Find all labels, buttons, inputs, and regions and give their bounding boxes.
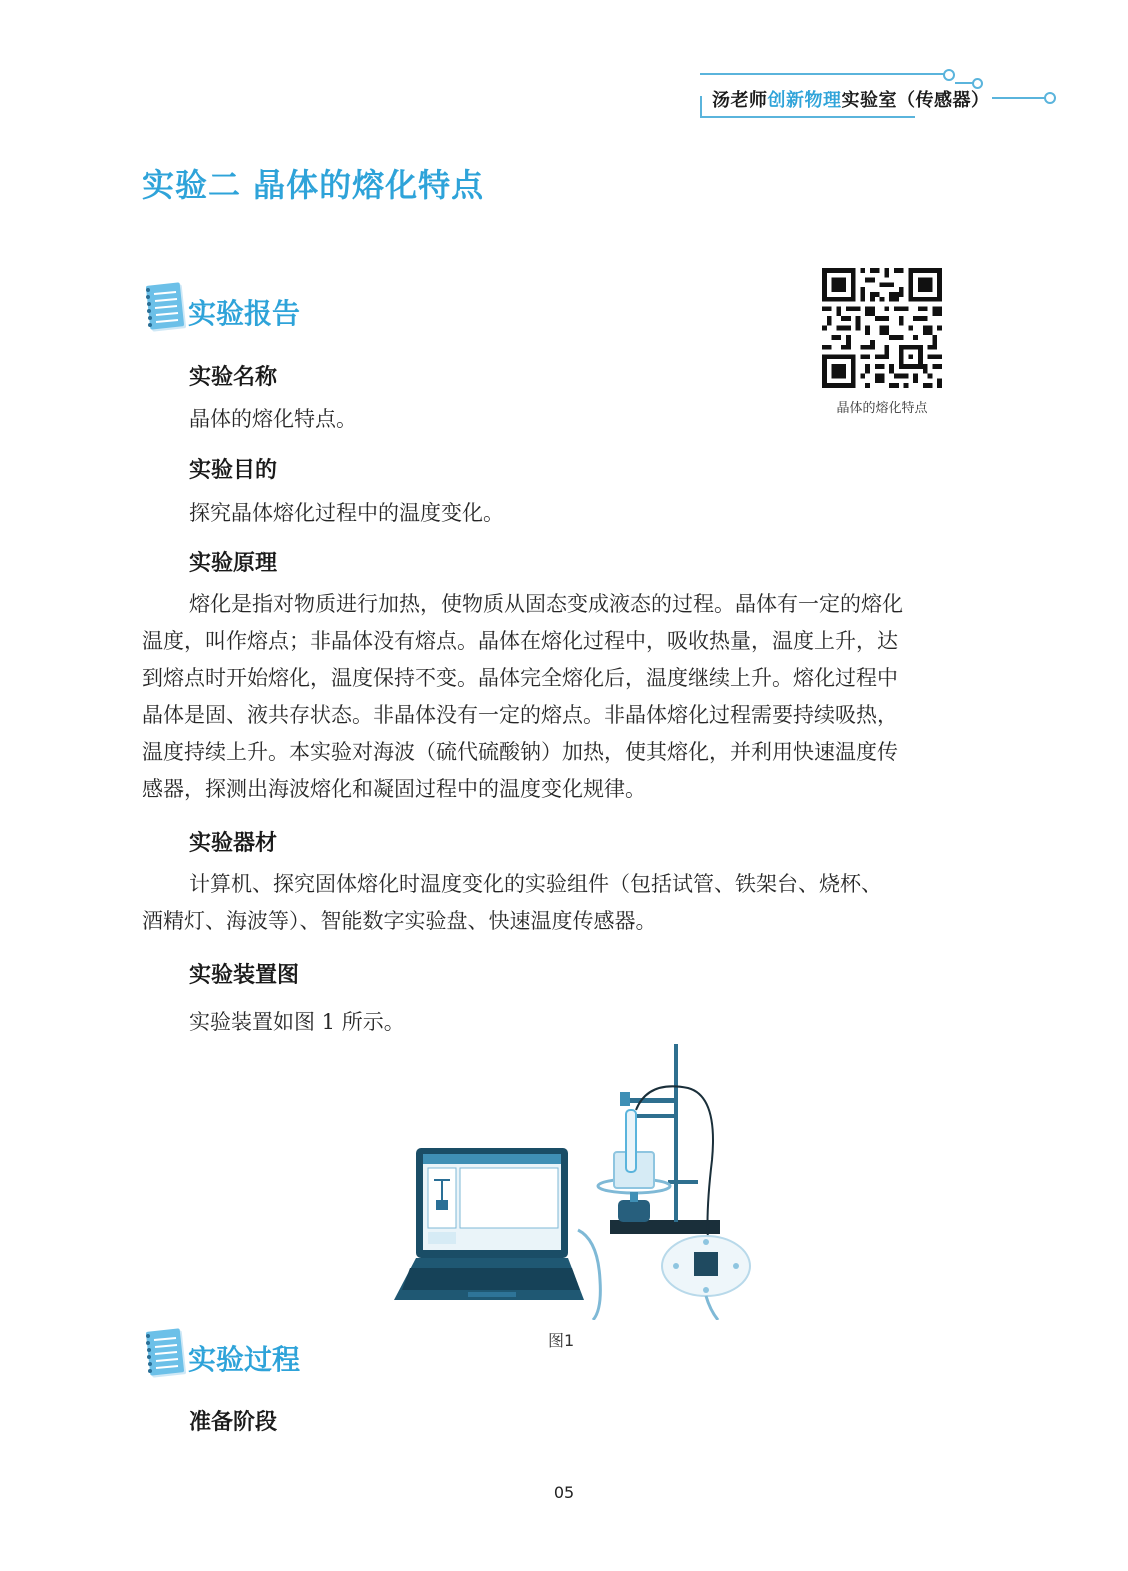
heading-principle: 实验原理 [189,550,278,576]
section-title-process: 实验过程 [188,1343,301,1376]
principle-line: 温度持续上升。本实验对海波（硫代硫酸钠）加热，使其熔化，并利用快速温度传 [142,740,898,764]
heading-name: 实验名称 [189,364,278,390]
header-decoration-line [700,116,915,118]
heading-purpose: 实验目的 [189,457,278,483]
equipment-line: 酒精灯、海波等）、智能数字实验盘、快速温度传感器。 [142,909,657,933]
heading-prep: 准备阶段 [189,1409,278,1435]
name-text: 晶体的熔化特点。 [189,407,357,431]
header-title-accent: 创新物理 [767,90,842,111]
chapter-title: 实验二 晶体的熔化特点 [142,166,485,204]
principle-line: 晶体是固、液共存状态。非晶体没有一定的熔点。非晶体熔化过程需要持续吸热， [142,703,898,727]
page-number: 05 [553,1483,575,1502]
heading-apparatus: 实验装置图 [189,962,300,988]
apparatus-text: 实验装置如图 1 所示。 [189,1010,405,1034]
header-title-post: 实验室（传感器） [841,90,990,111]
section-title-report: 实验报告 [188,297,301,330]
principle-line: 感器，探测出海波熔化和凝固过程中的温度变化规律。 [142,777,646,801]
running-header [712,86,990,112]
principle-line: 熔化是指对物质进行加热，使物质从固态变成液态的过程。晶体有一定的熔化 [189,592,903,616]
principle-line: 到熔点时开始熔化，温度保持不变。晶体完全熔化后，温度继续上升。熔化过程中 [142,666,898,690]
header-decoration-line [955,82,973,84]
heading-equipment: 实验器材 [189,830,278,856]
laptop-illustration [394,1148,584,1300]
figure-caption: 图1 [548,1331,575,1350]
notebook-icon [142,1326,188,1378]
qr-caption: 晶体的熔化特点 [836,401,928,416]
section-badge-process [142,1326,342,1382]
header-decoration-line [700,73,945,75]
header-title-pre: 汤老师 [712,90,768,111]
qr-code[interactable] [822,268,942,388]
apparatus-figure [388,1040,758,1320]
header-decoration-line [992,97,1045,99]
principle-line: 温度，叫作熔点；非晶体没有熔点。晶体在熔化过程中，吸收热量，温度上升，达 [142,629,898,653]
header-decoration-line [700,96,702,116]
equipment-line: 计算机、探究固体熔化时温度变化的实验组件（包括试管、铁架台、烧杯、 [189,872,882,896]
purpose-text: 探究晶体熔化过程中的温度变化。 [189,501,504,525]
header-decoration-dot [943,69,955,81]
header-decoration-dot [1044,92,1056,104]
notebook-icon [142,280,188,332]
section-badge-report [142,280,342,336]
